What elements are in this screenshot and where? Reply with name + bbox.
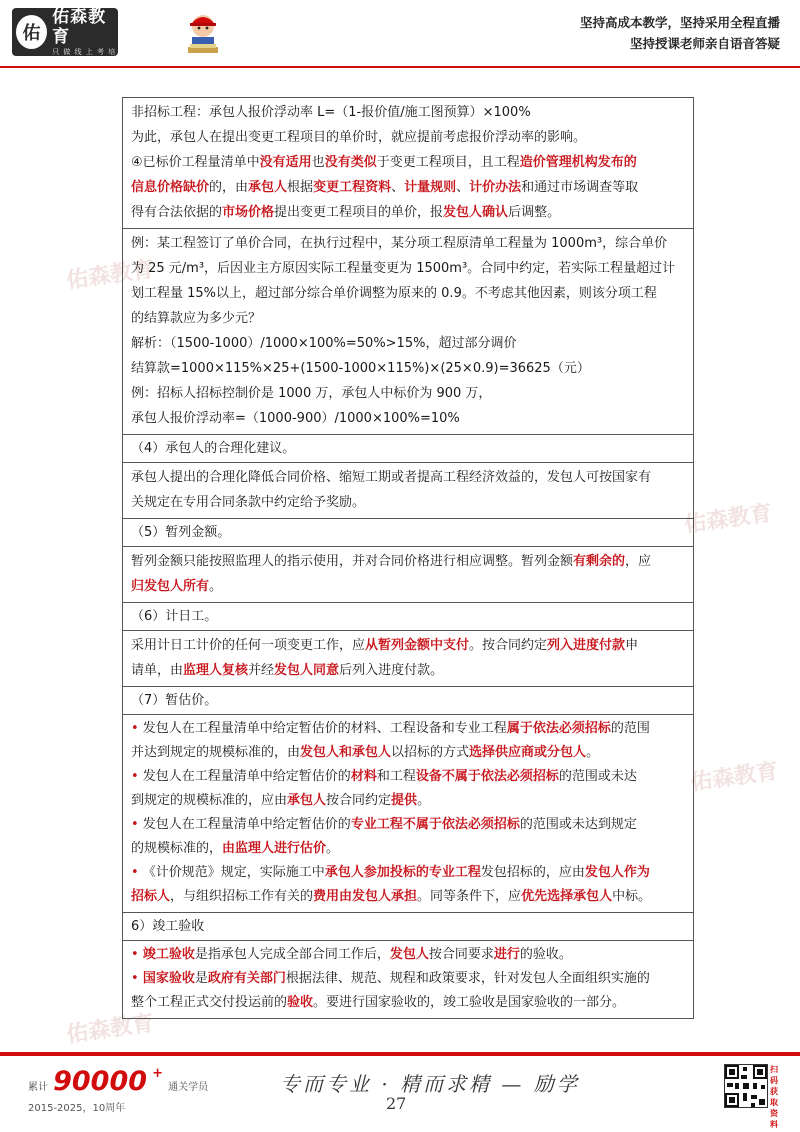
highlighted-term: 发包人作为: [584, 865, 650, 880]
page-number: 27: [386, 1094, 407, 1113]
highlighted-term: 发包人和承包人: [300, 745, 392, 760]
text-line: [131, 943, 685, 967]
text-segment: （4）承包人的合理化建议。: [131, 441, 296, 456]
stat-suffix: 通关学员: [168, 1082, 209, 1093]
text-segment: 关规定在专用合同条款中约定给予奖励。: [131, 495, 366, 510]
text-segment: （7）暂估价。: [131, 693, 218, 708]
text-segment: 发包人在工程量清单中给定暂估价的: [138, 817, 351, 832]
text-line: [131, 520, 685, 545]
highlighted-term: 信息价格缺价: [131, 180, 210, 195]
text-segment: （6）计日工。: [131, 609, 218, 624]
section-content-row: [123, 229, 693, 435]
highlighted-term: 承包人参加投标的专业工程: [324, 865, 481, 880]
logo-mark-icon: 佑: [16, 15, 47, 49]
text-segment: 于变更工程项目，且工程: [376, 155, 520, 170]
section-heading-row: [123, 519, 693, 547]
text-line: [131, 688, 685, 713]
text-segment: 、: [456, 180, 470, 195]
text-segment: 按合同要求: [428, 947, 494, 962]
text-segment: 暂列金额只能按照监理人的指示使用，并对合同价格进行相应调整。暂列金额: [131, 554, 574, 569]
text-segment: 的规模标准的，: [131, 841, 223, 856]
text-segment: 的范围或未达到规定: [519, 817, 637, 832]
text-segment: 后列入进度付款。: [339, 663, 444, 678]
text-segment: 6）竣工验收: [131, 919, 205, 934]
highlighted-term: 归发包人所有: [131, 579, 210, 594]
text-segment: 根据: [287, 180, 314, 195]
highlighted-term: 列入进度付款: [547, 638, 626, 653]
text-segment: 发包人在工程量清单中给定暂估价的: [138, 769, 351, 784]
text-line: [131, 150, 685, 175]
logo-text: [52, 7, 118, 57]
text-segment: 的范围或未达: [558, 769, 637, 784]
text-segment: 。按合同约定: [469, 638, 548, 653]
logo-tagline: 只 做 线 上 考 培: [52, 48, 117, 56]
text-segment: 为此，承包人在提出变更工程项目的单价时，就应提前考虑报价浮动率的影响。: [131, 130, 587, 145]
text-segment: 发包招标的，应由: [480, 865, 585, 880]
watermark-text: 佑森教育: [64, 1010, 156, 1048]
highlighted-term: 竣工验收: [142, 947, 195, 962]
section-heading-row: [123, 435, 693, 463]
text-line: [131, 717, 685, 741]
text-line: [131, 861, 685, 885]
text-segment: 的验收。: [519, 947, 572, 962]
section-content-row: [123, 463, 693, 519]
highlighted-term: 市场价格: [222, 205, 275, 220]
highlighted-term: 变更工程资料: [313, 180, 392, 195]
bullet-icon: •: [131, 971, 139, 986]
text-segment: 。要进行国家验收的，竣工验收是国家验收的一部分。: [313, 995, 626, 1010]
highlighted-term: 从暂列金额中支付: [365, 638, 470, 653]
text-segment: 请单，由: [131, 663, 184, 678]
highlighted-term: 没有类似: [324, 155, 377, 170]
highlighted-term: 发包人确认: [443, 205, 509, 220]
watermark-text: 佑森教育: [688, 758, 780, 796]
highlighted-term: 验收: [287, 995, 314, 1010]
highlighted-term: 造价管理机构发布的: [519, 155, 637, 170]
text-segment: 是指承包人完成全部合同工作后，: [194, 947, 390, 962]
handwritten-motto: 专而专业 · 精而求精 — 励学: [280, 1072, 580, 1096]
highlighted-term: 政府有关部门: [207, 971, 286, 986]
text-line: [131, 604, 685, 629]
footer-divider: [0, 1052, 800, 1056]
highlighted-term: 选择供应商或分包人: [469, 745, 587, 760]
text-segment: 得有合法依据的: [131, 205, 223, 220]
text-segment: 也: [311, 155, 325, 170]
text-segment: 承包人报价浮动率=（1000-900）/1000×100%=10%: [131, 411, 460, 426]
highlighted-term: 有剩余的: [573, 554, 626, 569]
highlighted-term: 进行: [493, 947, 520, 962]
text-segment: 的，由: [209, 180, 249, 195]
text-line: [131, 125, 685, 150]
stat-prefix: 累计: [28, 1082, 48, 1093]
text-line: [131, 549, 685, 574]
section-heading-row: [123, 603, 693, 631]
text-line: [131, 837, 685, 861]
text-segment: 根据法律、规范、规程和政策要求，针对发包人全面组织实施的: [285, 971, 650, 986]
text-segment: 《计价规范》规定，实际施工中: [138, 865, 325, 880]
text-segment: 为 25 元/m³，后因业主方原因实际工程量变更为 1500m³。合同中约定，若实际工程量超过计: [131, 261, 676, 276]
bullet-icon: •: [131, 817, 139, 832]
text-line: [131, 741, 685, 765]
mascot-icon: [182, 10, 224, 56]
text-line: [131, 306, 685, 331]
text-segment: 非招标工程：承包人报价浮动率 L=（1-报价值/施工图预算）×100%: [131, 105, 531, 120]
text-line: [131, 789, 685, 813]
page-header: [0, 0, 800, 72]
text-segment: （5）暂列金额。: [131, 525, 231, 540]
text-segment: 并达到规定的规模标准的，由: [131, 745, 301, 760]
highlighted-term: 监理人复核: [183, 663, 249, 678]
text-line: [131, 406, 685, 431]
text-segment: 和工程: [376, 769, 416, 784]
highlighted-term: 承包人: [287, 793, 327, 808]
text-line: [131, 813, 685, 837]
text-line: [131, 658, 685, 683]
text-segment: ，应: [625, 554, 652, 569]
text-segment: 采用计日工计价的任何一项变更工作，应: [131, 638, 366, 653]
stat-plus: +: [152, 1066, 164, 1081]
stat-number: 90000: [53, 1066, 148, 1097]
bullet-icon: •: [131, 721, 139, 736]
text-line: [131, 967, 685, 991]
bullet-icon: •: [131, 865, 139, 880]
text-line: [131, 100, 685, 125]
text-line: [131, 381, 685, 406]
text-segment: 的结算款应为多少元？: [131, 311, 262, 326]
text-line: [131, 490, 685, 515]
qr-code-icon[interactable]: [724, 1064, 768, 1108]
text-segment: 。: [326, 841, 340, 856]
highlighted-term: 专业工程不属于依法必须招标: [350, 817, 520, 832]
header-slogan: [580, 12, 780, 54]
text-segment: 。: [209, 579, 223, 594]
text-line: [131, 256, 685, 281]
section-heading-row: [123, 913, 693, 941]
text-segment: 发包人在工程量清单中给定暂估价的材料、工程设备和专业工程: [138, 721, 507, 736]
section-content-row: [123, 941, 693, 1019]
text-segment: 例：某工程签订了单价合同，在执行过程中，某分项工程原清单工程量为 1000m³，综合单价: [131, 236, 668, 251]
text-segment: 、: [391, 180, 405, 195]
highlighted-term: 发包人: [389, 947, 429, 962]
notes-table: [122, 97, 694, 1019]
highlighted-term: 属于依法必须招标: [506, 721, 611, 736]
text-segment: 到规定的规模标准的，应由: [131, 793, 288, 808]
text-segment: 。: [586, 745, 600, 760]
section-content-row: [123, 547, 693, 603]
highlighted-term: 没有适用: [259, 155, 312, 170]
text-segment: 。同等条件下，应: [417, 889, 522, 904]
qr-side-text: 扫码获取资料: [770, 1065, 778, 1129]
highlighted-term: 招标人: [131, 889, 171, 904]
text-line: [131, 175, 685, 200]
highlighted-term: 计价办法: [469, 180, 522, 195]
text-segment: 是: [194, 971, 208, 986]
text-segment: 例：招标人招标控制价是 1000 万，承包人中标价为 900 万，: [131, 386, 492, 401]
text-line: [131, 885, 685, 909]
text-segment: ④已标价工程量清单中: [131, 155, 260, 170]
highlighted-term: 提供: [391, 793, 418, 808]
slogan-line-2: 坚持授课老师亲自语音答疑: [629, 36, 780, 51]
text-line: [131, 633, 685, 658]
text-segment: 。: [417, 793, 431, 808]
highlighted-term: 费用由发包人承担: [313, 889, 418, 904]
section-heading-row: [123, 687, 693, 715]
slogan-line-1: 坚持高成本教学，坚持采用全程直播: [579, 15, 780, 30]
header-divider: [0, 66, 800, 68]
text-segment: 划工程量 15%以上，超过部分综合单价调整为原来的 0.9。不考虑其他因素，则该分项工程: [131, 286, 657, 301]
text-line: [131, 231, 685, 256]
watermark-text: 佑森教育: [682, 500, 774, 538]
text-line: [131, 331, 685, 356]
section-content-row: [123, 715, 693, 913]
section-content-row: [123, 631, 693, 687]
text-segment: 以招标的方式: [391, 745, 470, 760]
text-segment: 承包人提出的合理化降低合同价格、缩短工期或者提高工程经济效益的，发包人可按国家有: [131, 470, 652, 485]
text-line: [131, 765, 685, 789]
text-segment: 提出变更工程项目的单价，报: [274, 205, 444, 220]
highlighted-term: 计量规则: [404, 180, 457, 195]
text-segment: 申: [625, 638, 639, 653]
text-segment: 并经: [248, 663, 275, 678]
bullet-icon: •: [131, 947, 139, 962]
stat-years: 2015-2025，10周年: [28, 1103, 126, 1114]
highlighted-term: 发包人同意: [274, 663, 340, 678]
text-line: [131, 436, 685, 461]
text-segment: 解析：（1500-1000）/1000×100%=50%>15%，超过部分调价: [131, 336, 517, 351]
text-segment: ，与组织招标工作有关的: [170, 889, 314, 904]
text-segment: 和通过市场调查等取: [521, 180, 639, 195]
highlighted-term: 材料: [350, 769, 377, 784]
highlighted-term: 国家验收: [142, 971, 195, 986]
text-segment: 结算款=1000×115%×25+(1500-1000×115%)×(25×0.9)=36625（元）: [131, 361, 590, 376]
text-segment: 中标。: [612, 889, 652, 904]
highlighted-term: 设备不属于依法必须招标: [415, 769, 559, 784]
logo-name: 佑森教育: [52, 7, 107, 47]
text-line: [131, 991, 685, 1015]
highlighted-term: 由监理人进行估价: [222, 841, 327, 856]
bullet-icon: •: [131, 769, 139, 784]
text-segment: 按合同约定: [326, 793, 392, 808]
text-line: [131, 465, 685, 490]
section-content-row: [123, 98, 693, 229]
text-line: [131, 281, 685, 306]
footer-stats: [28, 1066, 208, 1114]
text-line: [131, 914, 685, 939]
text-segment: 的范围: [610, 721, 650, 736]
highlighted-term: 承包人: [248, 180, 288, 195]
watermark-text: 佑森教育: [64, 256, 156, 294]
text-line: [131, 574, 685, 599]
highlighted-term: 优先选择承包人: [521, 889, 613, 904]
text-segment: 后调整。: [508, 205, 561, 220]
text-segment: 整个工程正式交付投运前的: [131, 995, 288, 1010]
text-line: [131, 200, 685, 225]
text-line: [131, 356, 685, 381]
brand-logo[interactable]: [12, 8, 118, 56]
